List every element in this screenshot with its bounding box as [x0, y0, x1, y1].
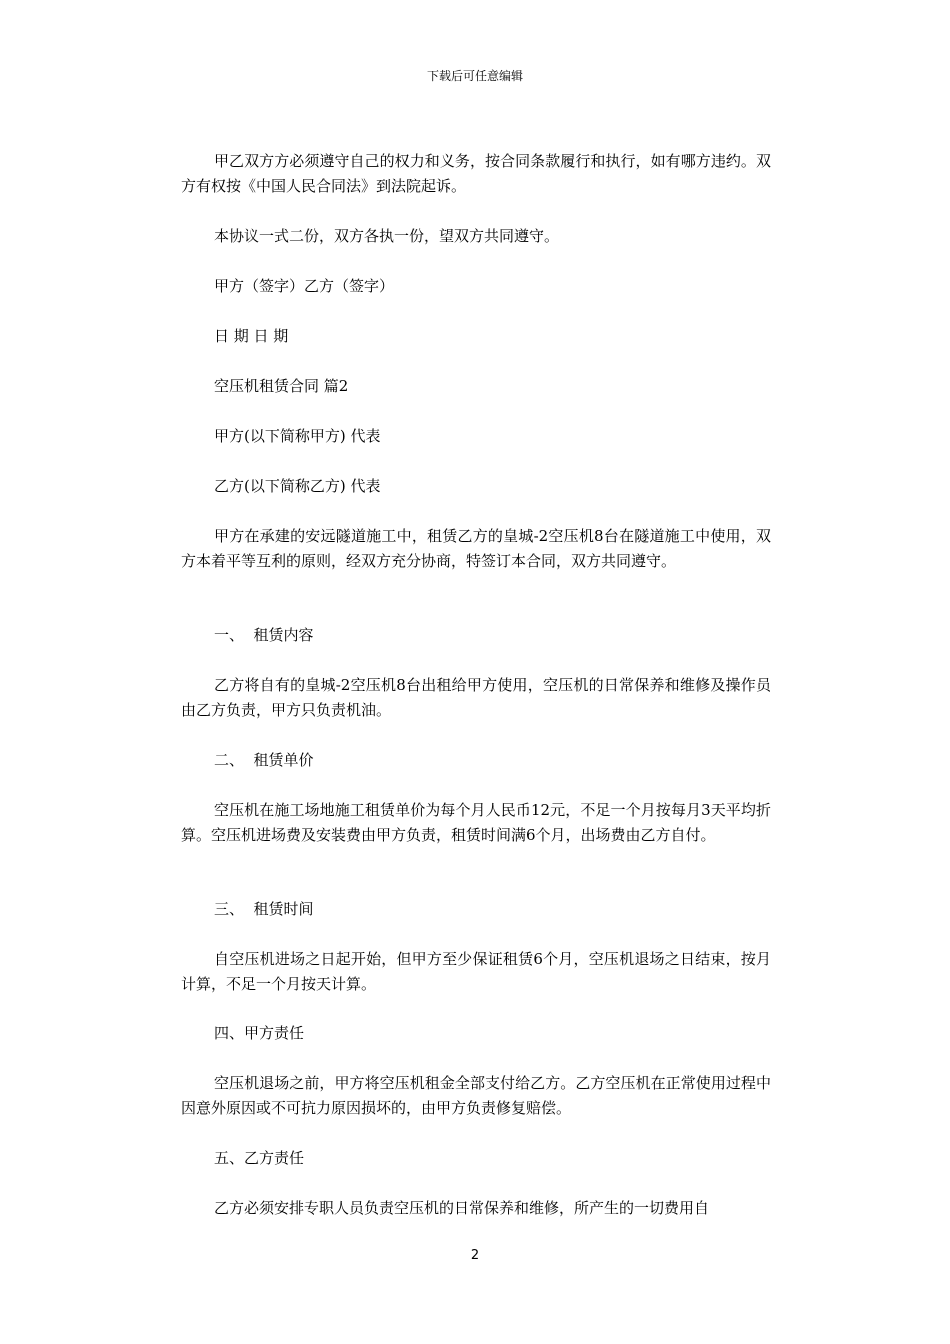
paragraph-unit-price: 空压机在施工场地施工租赁单价为每个月人民币12元，不足一个月按每月3天平均折算。空压机进场费及安装费由甲方负责，租赁时间满6个月，出场费由乙方自付。 — [181, 801, 771, 844]
section-heading-unit-price: 二、 租赁单价 — [214, 751, 314, 769]
paragraph-breach-clause: 甲乙双方方必须遵守自己的权力和义务，按合同条款履行和执行，如有哪方违约。双方有权按《中国人民合同法》到法院起诉。 — [181, 152, 771, 195]
paragraph-copies-clause: 本协议一式二份，双方各执一份，望双方共同遵守。 — [214, 227, 560, 245]
section-heading-rental-content: 一、 租赁内容 — [214, 626, 314, 644]
page-number: 2 — [470, 1248, 480, 1263]
paragraph-rental-content: 乙方将自有的皇城-2空压机8台出租给甲方使用，空压机的日常保养和维修及操作员由乙方负责，甲方只负责机油。 — [181, 676, 771, 719]
paragraph-preamble: 甲方在承建的安远隧道施工中，租赁乙方的皇城-2空压机8台在隧道施工中使用，双方本着平等互利的原则，经双方充分协商，特签订本合同，双方共同遵守。 — [181, 527, 771, 570]
party-a-line: 甲方(以下简称甲方) 代表 — [214, 427, 381, 445]
section-heading-party-a-duty: 四、甲方责任 — [214, 1024, 305, 1042]
paragraph-dates: 日 期 日 期 — [214, 327, 289, 345]
paragraph-party-b-duty: 乙方必须安排专职人员负责空压机的日常保养和维修，所产生的一切费用自 — [214, 1199, 710, 1217]
section-heading-party-b-duty: 五、乙方责任 — [214, 1149, 305, 1167]
party-b-line: 乙方(以下简称乙方) 代表 — [214, 477, 381, 495]
paragraph-rental-time: 自空压机进场之日起开始，但甲方至少保证租赁6个月，空压机退场之日结束，按月计算，不足一个月按天计算。 — [181, 950, 771, 993]
paragraph-signatures: 甲方（签字）乙方（签字） — [214, 277, 395, 295]
page-header: 下载后可任意编辑 — [426, 69, 523, 83]
contract-title: 空压机租赁合同 篇2 — [214, 377, 349, 395]
section-heading-rental-time: 三、 租赁时间 — [214, 900, 314, 918]
paragraph-party-a-duty: 空压机退场之前，甲方将空压机租金全部支付给乙方。乙方空压机在正常使用过程中因意外原因或不可抗力原因损坏的，由甲方负责修复赔偿。 — [181, 1074, 771, 1117]
